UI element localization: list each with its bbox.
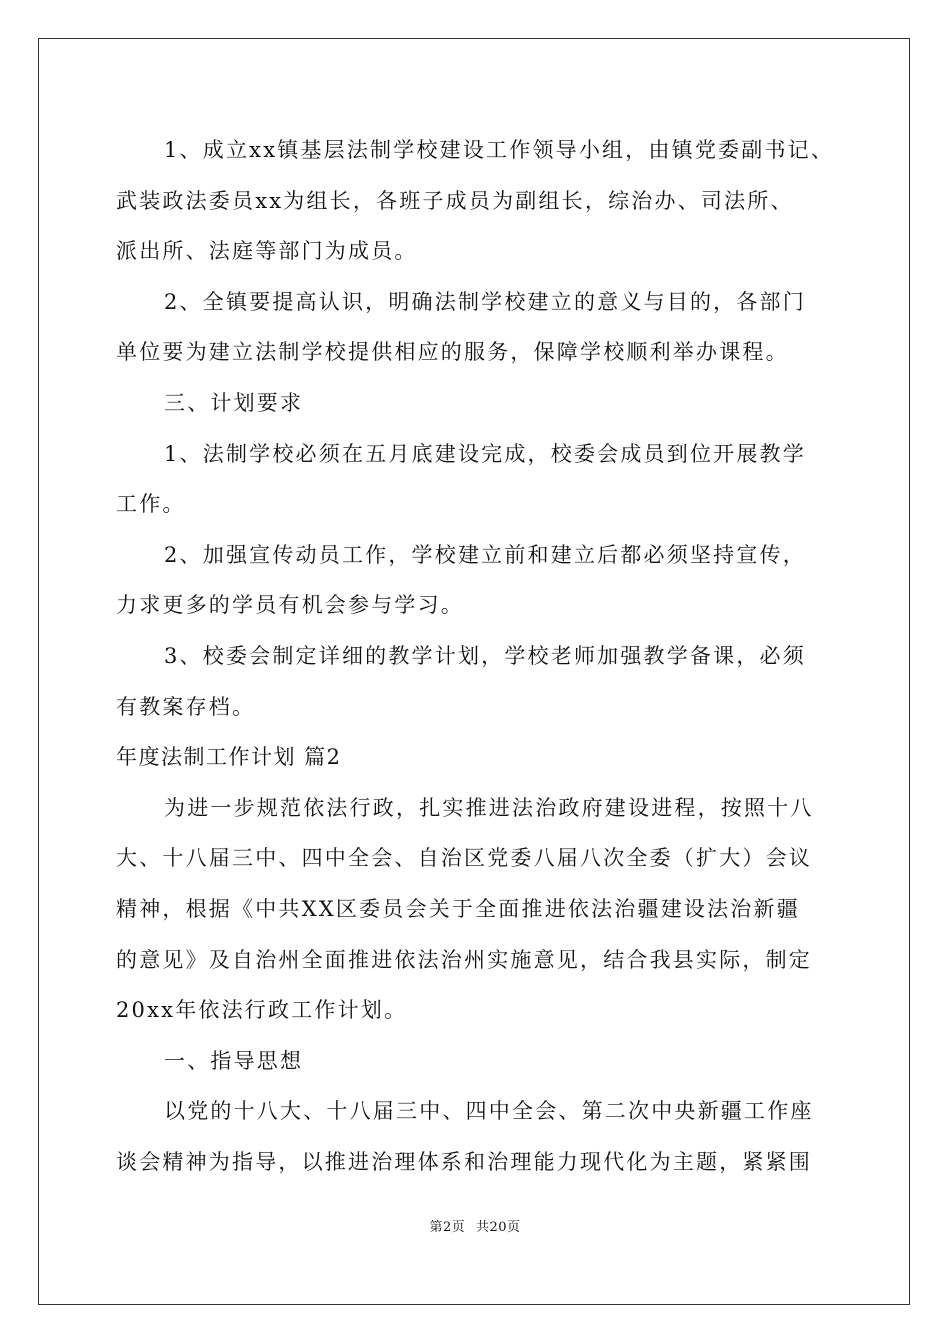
text-line: 精神，根据《中共XX区委员会关于全面推进依法治疆建设法治新疆 — [116, 896, 800, 921]
text-line: 2、加强宣传动员工作，学校建立前和建立后都必须坚持宣传， — [164, 542, 806, 567]
text-line: 大、十八届三中、四中全会、自治区党委八届八次全委（扩大）会议 — [116, 846, 812, 871]
text-line: 单位要为建立法制学校提供相应的服务，保障学校顺利举办课程。 — [116, 340, 789, 365]
text-line: 1、法制学校必须在五月底建设完成，校委会成员到位开展教学 — [164, 441, 806, 466]
text-line: 有教案存档。 — [116, 694, 256, 719]
text-line: 的意见》及自治州全面推进依法治州实施意见，结合我县实际，制定 — [116, 947, 812, 972]
text-line: 三、计划要求 — [164, 390, 304, 415]
text-line: 20xx年依法行政工作计划。 — [116, 998, 408, 1023]
text-line: 谈会精神为指导，以推进治理体系和治理能力现代化为主题，紧紧围 — [116, 1149, 812, 1174]
document-body — [116, 125, 836, 1187]
text-line: 力求更多的学员有机会参与学习。 — [116, 593, 464, 618]
total-pages-label: 共20页 — [475, 1220, 521, 1235]
text-line: 3、校委会制定详细的教学计划，学校老师加强教学备课，必须 — [164, 643, 806, 668]
text-line: 为进一步规范依法行政，扎实推进法治政府建设进程，按照十八 — [164, 795, 814, 820]
text-line: 以党的十八大、十八届三中、四中全会、第二次中央新疆工作座 — [164, 1099, 814, 1124]
page-footer — [0, 1216, 950, 1235]
text-line: 2、全镇要提高认识，明确法制学校建立的意义与目的，各部门 — [164, 289, 806, 314]
text-line: 工作。 — [116, 492, 186, 517]
text-line: 一、指导思想 — [164, 1048, 304, 1073]
text-line: 派出所、法庭等部门为成员。 — [116, 239, 418, 264]
text-line: 武装政法委员xx为组长，各班子成员为副组长，综治办、司法所、 — [116, 188, 794, 213]
current-page-label: 第2页 — [429, 1220, 466, 1235]
text-line: 1、成立xx镇基层法制学校建设工作领导小组，由镇党委副书记、 — [164, 138, 835, 162]
section-heading: 年度法制工作计划 篇2 — [116, 745, 342, 770]
